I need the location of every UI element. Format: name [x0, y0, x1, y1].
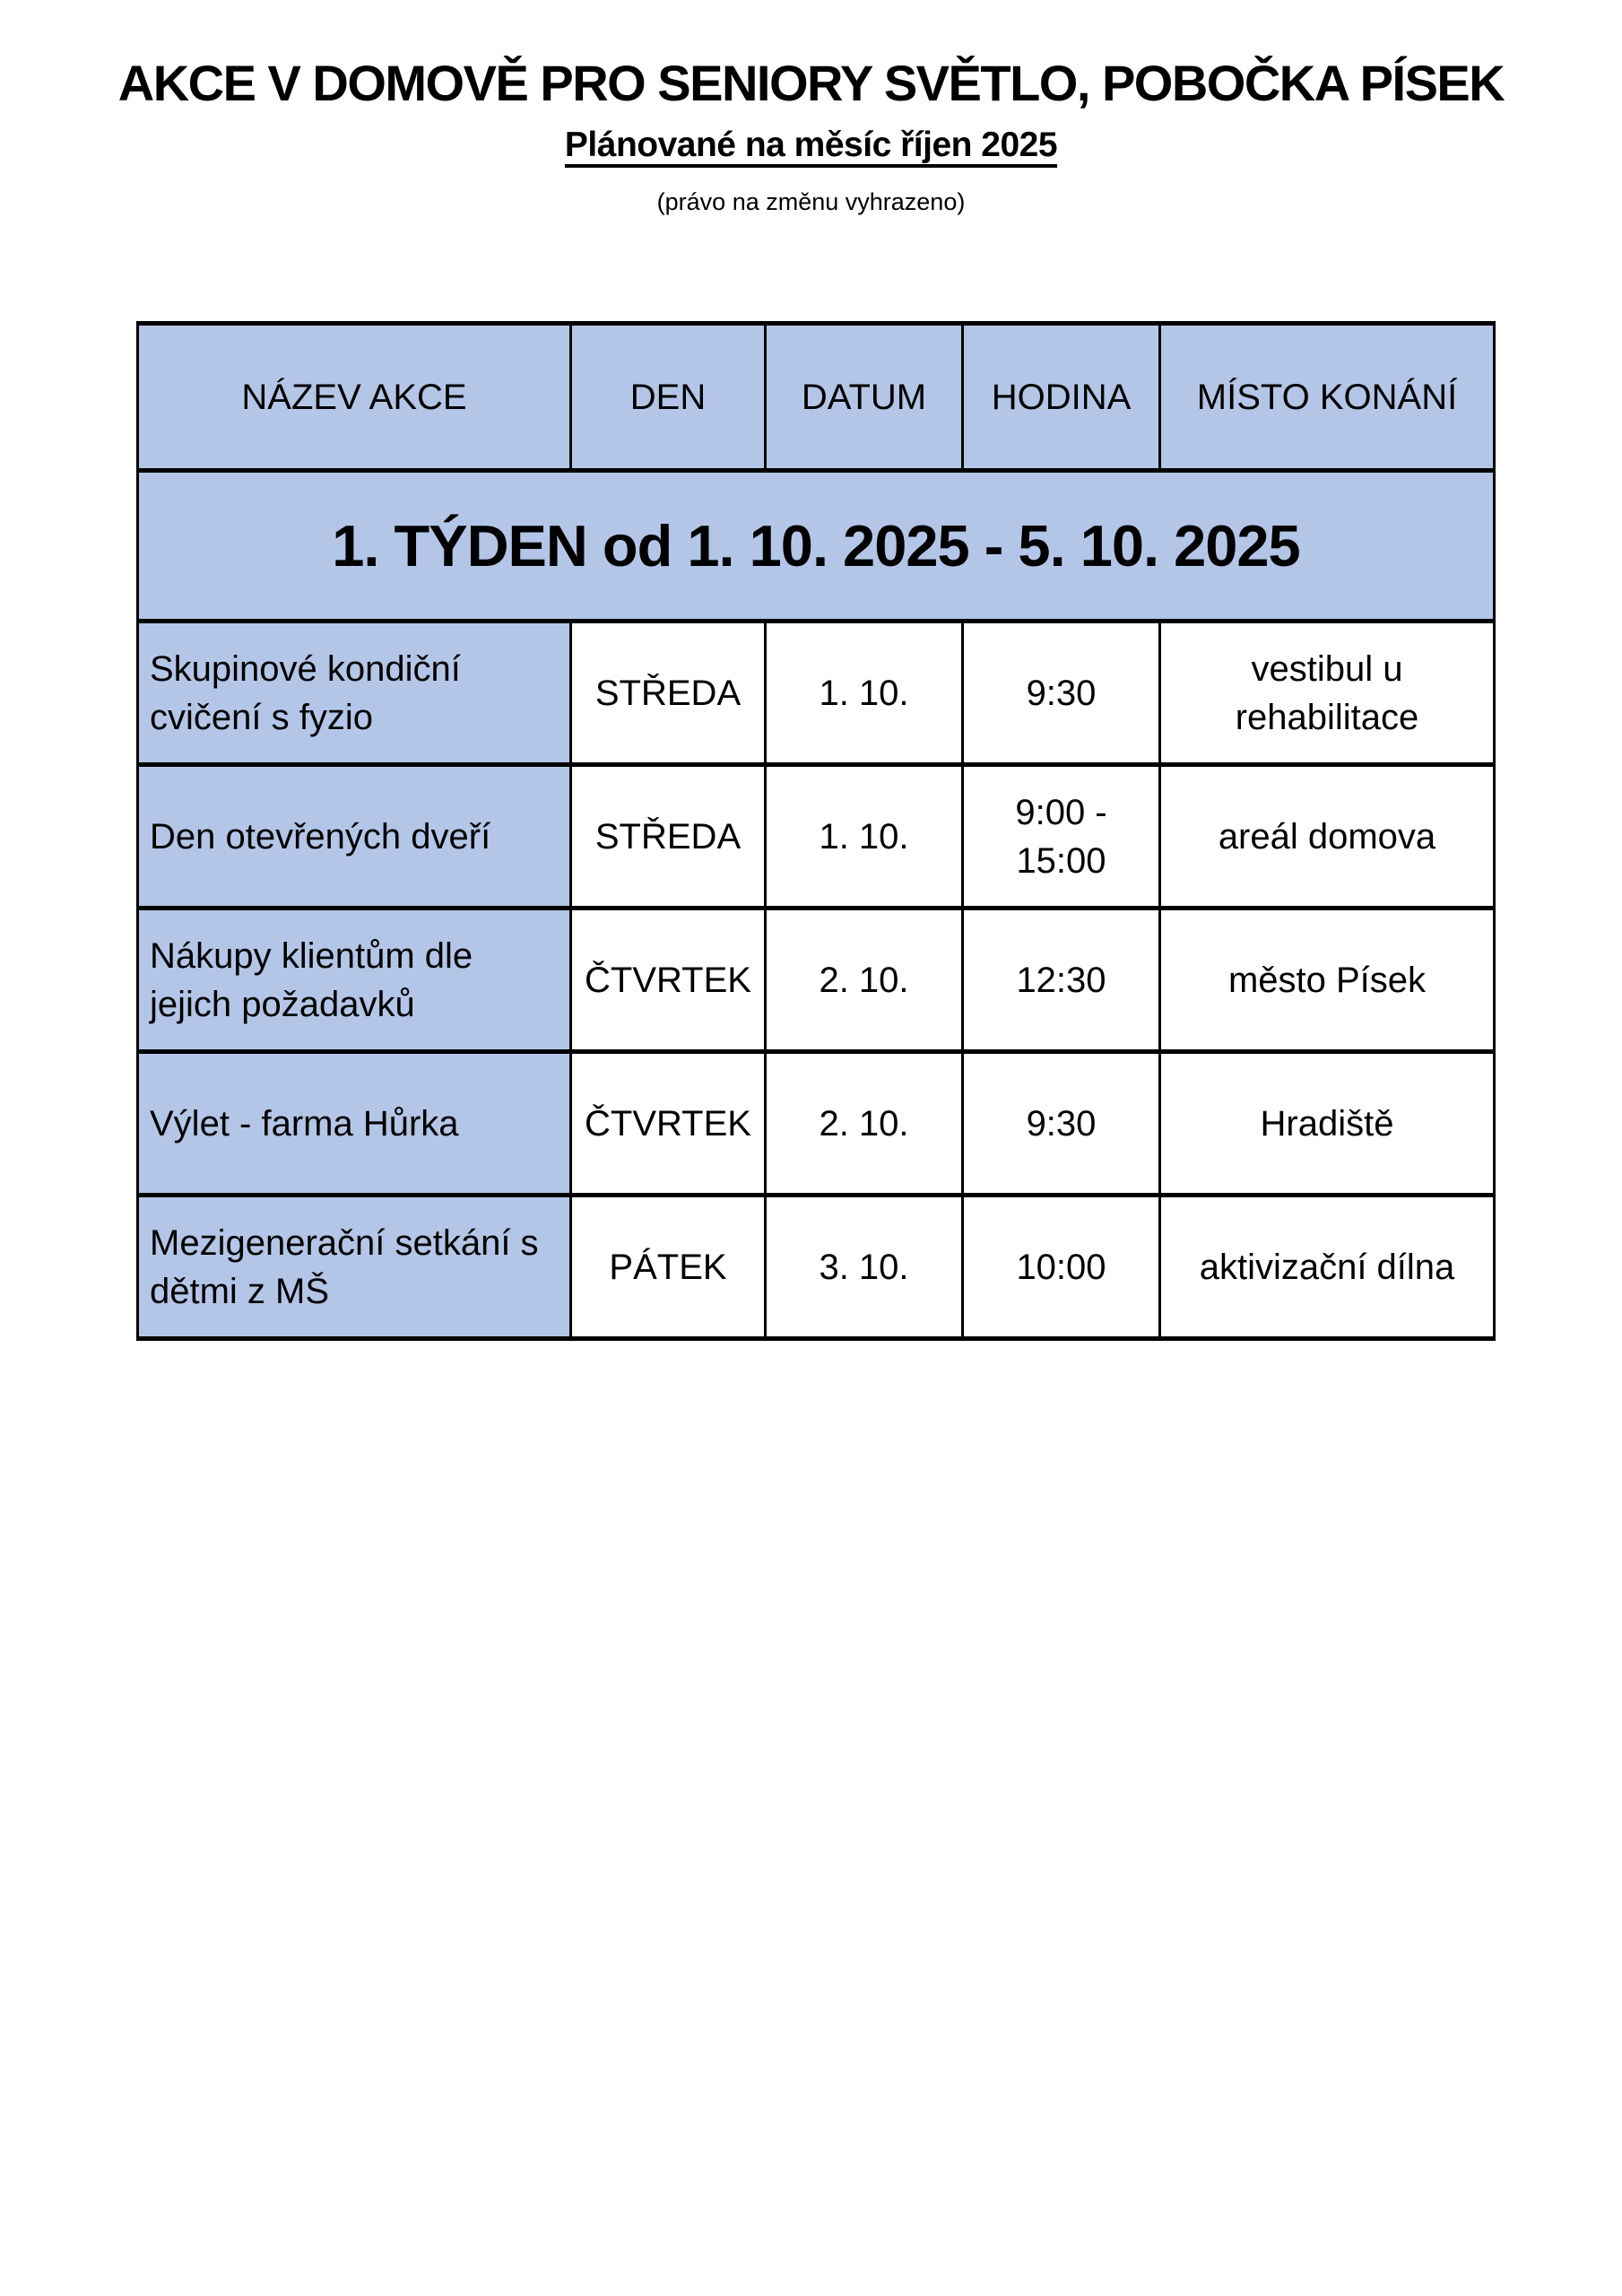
event-place: Hradiště [1160, 1052, 1495, 1196]
event-name: Výlet - farma Hůrka [138, 1052, 571, 1196]
table-row [138, 1196, 1495, 1339]
events-table-wrapper [136, 321, 1496, 1341]
table-row [138, 765, 1495, 909]
event-name: Mezigenerační setkání s dětmi z MŠ [138, 1196, 571, 1339]
event-date: 2. 10. [766, 909, 963, 1052]
event-place: vestibul u rehabilitace [1160, 622, 1495, 765]
page-title: AKCE V DOMOVĚ PRO SENIORY SVĚTLO, POBOČKA PÍSEK [117, 55, 1505, 111]
table-header-row [138, 324, 1495, 471]
document-header [0, 0, 1622, 216]
table-row [138, 622, 1495, 765]
event-day: ČTVRTEK [571, 909, 766, 1052]
column-header-misto-konani: MÍSTO KONÁNÍ [1160, 324, 1495, 471]
events-table [136, 321, 1496, 1341]
column-header-nazev-akce: NÁZEV AKCE [138, 324, 571, 471]
column-header-den: DEN [571, 324, 766, 471]
event-day: STŘEDA [571, 765, 766, 909]
table-row [138, 1052, 1495, 1196]
event-date: 1. 10. [766, 622, 963, 765]
week-banner-row [138, 471, 1495, 622]
event-date: 2. 10. [766, 1052, 963, 1196]
page-note: (právo na změnu vyhrazeno) [656, 187, 966, 215]
event-time: 10:00 [963, 1196, 1160, 1339]
event-name: Nákupy klientům dle jejich požadavků [138, 909, 571, 1052]
event-date: 3. 10. [766, 1196, 963, 1339]
table-row [138, 909, 1495, 1052]
event-time: 9:30 [963, 622, 1160, 765]
event-day: ČTVRTEK [571, 1052, 766, 1196]
event-date: 1. 10. [766, 765, 963, 909]
week-banner: 1. TÝDEN od 1. 10. 2025 - 5. 10. 2025 [138, 471, 1495, 622]
event-time: 9:30 [963, 1052, 1160, 1196]
event-time: 12:30 [963, 909, 1160, 1052]
event-name: Den otevřených dveří [138, 765, 571, 909]
page-subtitle: Plánované na měsíc říjen 2025 [564, 125, 1058, 164]
event-place: město Písek [1160, 909, 1495, 1052]
column-header-hodina: HODINA [963, 324, 1160, 471]
event-name: Skupinové kondiční cvičení s fyzio [138, 622, 571, 765]
event-time: 9:00 - 15:00 [963, 765, 1160, 909]
event-day: STŘEDA [571, 622, 766, 765]
event-place: aktivizační dílna [1160, 1196, 1495, 1339]
event-place: areál domova [1160, 765, 1495, 909]
event-day: PÁTEK [571, 1196, 766, 1339]
column-header-datum: DATUM [766, 324, 963, 471]
